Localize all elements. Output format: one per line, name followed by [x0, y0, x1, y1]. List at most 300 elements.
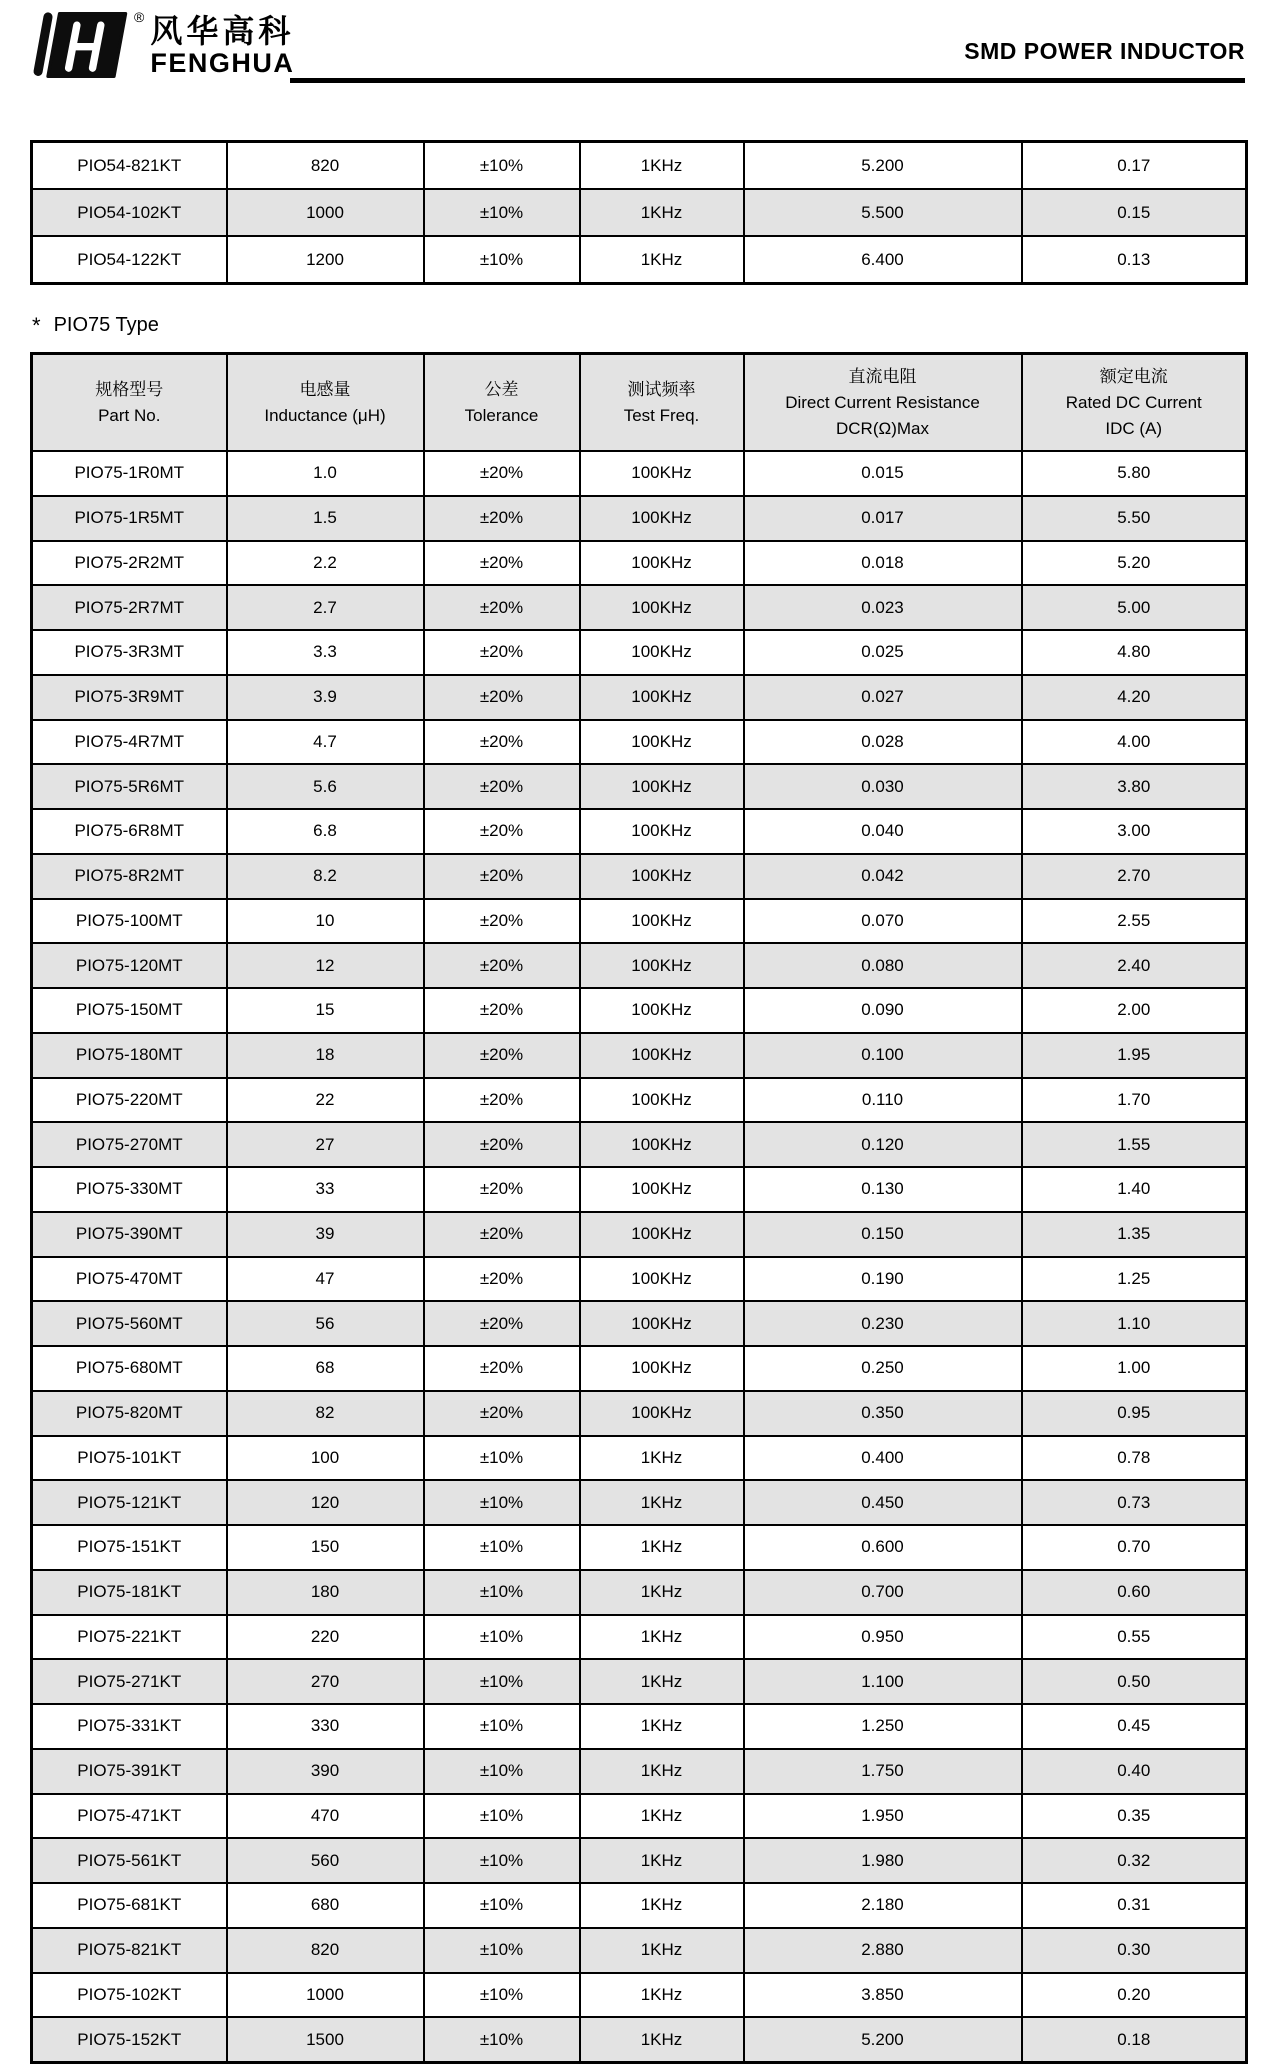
cell-tolerance: ±20% [424, 1078, 580, 1123]
cell-test-freq: 1KHz [580, 1928, 744, 1973]
cell-inductance: 120 [227, 1480, 424, 1525]
cell-idc: 0.35 [1022, 1794, 1247, 1839]
cell-test-freq: 100KHz [580, 541, 744, 586]
col-header-sub: DCR(Ω)Max [836, 418, 929, 438]
cell-part-no: PIO75-470MT [32, 1257, 227, 1302]
cell-test-freq: 1KHz [580, 1838, 744, 1883]
cell-inductance: 5.6 [227, 764, 424, 809]
cell-test-freq: 1KHz [580, 142, 744, 190]
table-row [32, 142, 1247, 190]
col-header-sub: IDC (A) [1105, 418, 1163, 438]
brand-logo [30, 9, 295, 78]
cell-idc: 2.40 [1022, 943, 1247, 988]
table-row [32, 189, 1247, 236]
cell-idc: 0.17 [1022, 142, 1247, 190]
table-row [32, 1212, 1247, 1257]
document-title: SMD POWER INDUCTOR [964, 38, 1245, 64]
cell-dcr: 2.180 [744, 1883, 1022, 1928]
cell-test-freq: 1KHz [580, 1794, 744, 1839]
cell-idc: 1.40 [1022, 1167, 1247, 1212]
cell-dcr: 1.100 [744, 1659, 1022, 1704]
cell-dcr: 0.090 [744, 988, 1022, 1033]
cell-idc: 5.00 [1022, 585, 1247, 630]
cell-inductance: 10 [227, 899, 424, 944]
table-row [32, 541, 1247, 586]
cell-tolerance: ±20% [424, 1257, 580, 1302]
cell-dcr: 2.880 [744, 1928, 1022, 1973]
cell-tolerance: ±10% [424, 1480, 580, 1525]
cell-idc: 1.95 [1022, 1033, 1247, 1078]
cell-dcr: 0.130 [744, 1167, 1022, 1212]
cell-inductance: 270 [227, 1659, 424, 1704]
cell-part-no: PIO75-680MT [32, 1346, 227, 1391]
cell-test-freq: 1KHz [580, 1480, 744, 1525]
cell-test-freq: 1KHz [580, 1436, 744, 1481]
cell-dcr: 5.500 [744, 189, 1022, 236]
cell-inductance: 330 [227, 1704, 424, 1749]
cell-idc: 5.20 [1022, 541, 1247, 586]
cell-test-freq: 100KHz [580, 988, 744, 1033]
cell-inductance: 220 [227, 1615, 424, 1660]
cell-inductance: 560 [227, 1838, 424, 1883]
cell-tolerance: ±10% [424, 1838, 580, 1883]
cell-dcr: 0.250 [744, 1346, 1022, 1391]
cell-part-no: PIO75-271KT [32, 1659, 227, 1704]
cell-idc: 0.55 [1022, 1615, 1247, 1660]
cell-tolerance: ±20% [424, 675, 580, 720]
cell-idc: 0.60 [1022, 1570, 1247, 1615]
cell-dcr: 0.030 [744, 764, 1022, 809]
table-row [32, 496, 1247, 541]
cell-inductance: 3.3 [227, 630, 424, 675]
cell-tolerance: ±10% [424, 1570, 580, 1615]
cell-tolerance: ±20% [424, 496, 580, 541]
cell-test-freq: 100KHz [580, 1078, 744, 1123]
table-row [32, 630, 1247, 675]
cell-dcr: 1.980 [744, 1838, 1022, 1883]
cell-tolerance: ±20% [424, 451, 580, 496]
cell-inductance: 3.9 [227, 675, 424, 720]
table-row [32, 675, 1247, 720]
cell-part-no: PIO54-122KT [32, 236, 227, 284]
cell-inductance: 4.7 [227, 720, 424, 765]
table-row [32, 1525, 1247, 1570]
cell-test-freq: 100KHz [580, 1301, 744, 1346]
cell-dcr: 0.017 [744, 496, 1022, 541]
cell-dcr: 0.040 [744, 809, 1022, 854]
cell-test-freq: 1KHz [580, 1704, 744, 1749]
cell-part-no: PIO75-3R3MT [32, 630, 227, 675]
cell-tolerance: ±20% [424, 1033, 580, 1078]
cell-test-freq: 100KHz [580, 496, 744, 541]
cell-dcr: 5.200 [744, 2017, 1022, 2062]
cell-test-freq: 100KHz [580, 1346, 744, 1391]
cell-tolerance: ±10% [424, 1704, 580, 1749]
cell-part-no: PIO75-181KT [32, 1570, 227, 1615]
cell-inductance: 100 [227, 1436, 424, 1481]
cell-dcr: 0.028 [744, 720, 1022, 765]
table-row [32, 1928, 1247, 1973]
cell-idc: 1.10 [1022, 1301, 1247, 1346]
cell-idc: 0.73 [1022, 1480, 1247, 1525]
cell-dcr: 0.190 [744, 1257, 1022, 1302]
table-row [32, 1301, 1247, 1346]
cell-idc: 0.15 [1022, 189, 1247, 236]
cell-test-freq: 1KHz [580, 1525, 744, 1570]
cell-idc: 4.80 [1022, 630, 1247, 675]
table-row [32, 1838, 1247, 1883]
cell-idc: 2.55 [1022, 899, 1247, 944]
cell-dcr: 0.027 [744, 675, 1022, 720]
cell-part-no: PIO75-3R9MT [32, 675, 227, 720]
cell-tolerance: ±10% [424, 1436, 580, 1481]
cell-tolerance: ±10% [424, 236, 580, 284]
cell-part-no: PIO75-1R0MT [32, 451, 227, 496]
cell-inductance: 820 [227, 142, 424, 190]
cell-inductance: 820 [227, 1928, 424, 1973]
cell-tolerance: ±20% [424, 630, 580, 675]
cell-inductance: 15 [227, 988, 424, 1033]
cell-dcr: 0.950 [744, 1615, 1022, 1660]
table-row [32, 1615, 1247, 1660]
cell-dcr: 0.450 [744, 1480, 1022, 1525]
cell-part-no: PIO75-2R2MT [32, 541, 227, 586]
cell-inductance: 56 [227, 1301, 424, 1346]
cell-test-freq: 100KHz [580, 1033, 744, 1078]
section-heading [32, 314, 159, 337]
registered-trademark: ® [134, 9, 145, 25]
cell-dcr: 0.100 [744, 1033, 1022, 1078]
table-row [32, 988, 1247, 1033]
cell-inductance: 18 [227, 1033, 424, 1078]
cell-test-freq: 1KHz [580, 1570, 744, 1615]
cell-tolerance: ±10% [424, 1794, 580, 1839]
cell-tolerance: ±10% [424, 1525, 580, 1570]
cell-test-freq: 100KHz [580, 1212, 744, 1257]
cell-tolerance: ±10% [424, 1973, 580, 2018]
cell-part-no: PIO75-390MT [32, 1212, 227, 1257]
cell-tolerance: ±20% [424, 1301, 580, 1346]
cell-dcr: 3.850 [744, 1973, 1022, 2018]
cell-dcr: 0.025 [744, 630, 1022, 675]
cell-part-no: PIO75-100MT [32, 899, 227, 944]
cell-dcr: 0.042 [744, 854, 1022, 899]
cell-test-freq: 1KHz [580, 1883, 744, 1928]
col-header-idc [1022, 354, 1247, 452]
cell-part-no: PIO54-102KT [32, 189, 227, 236]
col-header-inductance [227, 354, 424, 452]
table-row [32, 1391, 1247, 1436]
cell-inductance: 1.5 [227, 496, 424, 541]
table-row [32, 720, 1247, 765]
cell-part-no: PIO75-560MT [32, 1301, 227, 1346]
cell-test-freq: 1KHz [580, 1615, 744, 1660]
cell-test-freq: 1KHz [580, 189, 744, 236]
cell-inductance: 27 [227, 1122, 424, 1167]
cell-dcr: 0.015 [744, 451, 1022, 496]
cell-inductance: 2.2 [227, 541, 424, 586]
col-header-cn: 规格型号 [95, 379, 164, 399]
cell-part-no: PIO75-152KT [32, 2017, 227, 2062]
cell-test-freq: 1KHz [580, 1749, 744, 1794]
cell-dcr: 1.250 [744, 1704, 1022, 1749]
table-row [32, 1570, 1247, 1615]
cell-idc: 0.45 [1022, 1704, 1247, 1749]
cell-tolerance: ±10% [424, 1615, 580, 1660]
cell-inductance: 68 [227, 1346, 424, 1391]
cell-part-no: PIO75-120MT [32, 943, 227, 988]
table-row [32, 1122, 1247, 1167]
cell-idc: 0.20 [1022, 1973, 1247, 2018]
cell-part-no: PIO75-2R7MT [32, 585, 227, 630]
cell-inductance: 680 [227, 1883, 424, 1928]
cell-tolerance: ±10% [424, 142, 580, 190]
table-row [32, 236, 1247, 284]
cell-idc: 0.30 [1022, 1928, 1247, 1973]
cell-part-no: PIO75-681KT [32, 1883, 227, 1928]
cell-tolerance: ±10% [424, 1883, 580, 1928]
cell-dcr: 0.350 [744, 1391, 1022, 1436]
table-row [32, 1794, 1247, 1839]
cell-part-no: PIO75-4R7MT [32, 720, 227, 765]
header-divider [290, 78, 1245, 83]
table-row [32, 1883, 1247, 1928]
cell-idc: 0.95 [1022, 1391, 1247, 1436]
brand-name-chinese: 风华高科 [150, 13, 295, 49]
cell-part-no: PIO75-121KT [32, 1480, 227, 1525]
cell-inductance: 1000 [227, 189, 424, 236]
cell-dcr: 0.120 [744, 1122, 1022, 1167]
cell-tolerance: ±20% [424, 1346, 580, 1391]
cell-dcr: 1.950 [744, 1794, 1022, 1839]
cell-idc: 0.31 [1022, 1883, 1247, 1928]
table-row [32, 1480, 1247, 1525]
cell-inductance: 6.8 [227, 809, 424, 854]
cell-idc: 0.70 [1022, 1525, 1247, 1570]
cell-inductance: 150 [227, 1525, 424, 1570]
cell-idc: 5.50 [1022, 496, 1247, 541]
cell-test-freq: 100KHz [580, 720, 744, 765]
cell-idc: 4.00 [1022, 720, 1247, 765]
col-header-dcr [744, 354, 1022, 452]
cell-idc: 3.00 [1022, 809, 1247, 854]
cell-idc: 0.13 [1022, 236, 1247, 284]
cell-part-no: PIO75-821KT [32, 1928, 227, 1973]
col-header-cn: 电感量 [299, 379, 351, 399]
cell-test-freq: 100KHz [580, 630, 744, 675]
col-header-cn: 直流电阻 [848, 366, 917, 386]
col-header-cn: 测试频率 [627, 379, 696, 399]
col-header-cn: 公差 [484, 379, 519, 399]
cell-test-freq: 100KHz [580, 1122, 744, 1167]
table-row [32, 764, 1247, 809]
cell-idc: 0.78 [1022, 1436, 1247, 1481]
cell-part-no: PIO75-6R8MT [32, 809, 227, 854]
header-row [32, 354, 1247, 452]
table-row [32, 1749, 1247, 1794]
pio75-table-body [32, 451, 1247, 2063]
cell-test-freq: 100KHz [580, 1257, 744, 1302]
table-row [32, 1704, 1247, 1749]
cell-inductance: 82 [227, 1391, 424, 1436]
cell-dcr: 5.200 [744, 142, 1022, 190]
col-header-en: Direct Current Resistance [785, 392, 980, 412]
cell-idc: 2.70 [1022, 854, 1247, 899]
table-row [32, 854, 1247, 899]
cell-inductance: 470 [227, 1794, 424, 1839]
cell-dcr: 0.400 [744, 1436, 1022, 1481]
cell-idc: 1.55 [1022, 1122, 1247, 1167]
cell-test-freq: 1KHz [580, 236, 744, 284]
cell-tolerance: ±20% [424, 764, 580, 809]
cell-part-no: PIO75-150MT [32, 988, 227, 1033]
cell-inductance: 47 [227, 1257, 424, 1302]
cell-idc: 3.80 [1022, 764, 1247, 809]
cell-part-no: PIO75-151KT [32, 1525, 227, 1570]
pio54-spec-table [30, 140, 1248, 285]
cell-idc: 1.70 [1022, 1078, 1247, 1123]
table-row [32, 1659, 1247, 1704]
cell-inductance: 1200 [227, 236, 424, 284]
cell-idc: 1.35 [1022, 1212, 1247, 1257]
cell-test-freq: 1KHz [580, 1973, 744, 2018]
cell-tolerance: ±10% [424, 1659, 580, 1704]
cell-tolerance: ±20% [424, 1122, 580, 1167]
col-header-en: Tolerance [464, 405, 539, 425]
cell-dcr: 0.023 [744, 585, 1022, 630]
cell-part-no: PIO75-561KT [32, 1838, 227, 1883]
cell-inductance: 180 [227, 1570, 424, 1615]
cell-tolerance: ±10% [424, 1928, 580, 1973]
cell-idc: 0.32 [1022, 1838, 1247, 1883]
section-bullet: * [32, 312, 41, 338]
section-title: PIO75 Type [53, 314, 159, 336]
cell-test-freq: 100KHz [580, 943, 744, 988]
table-row [32, 899, 1247, 944]
cell-idc: 1.25 [1022, 1257, 1247, 1302]
col-header-en: Part No. [98, 405, 161, 425]
cell-tolerance: ±10% [424, 189, 580, 236]
cell-inductance: 33 [227, 1167, 424, 1212]
cell-tolerance: ±20% [424, 541, 580, 586]
cell-dcr: 0.600 [744, 1525, 1022, 1570]
col-header-tolerance [424, 354, 580, 452]
table-row [32, 2017, 1247, 2062]
cell-part-no: PIO75-221KT [32, 1615, 227, 1660]
cell-part-no: PIO75-1R5MT [32, 496, 227, 541]
cell-part-no: PIO75-330MT [32, 1167, 227, 1212]
cell-test-freq: 100KHz [580, 809, 744, 854]
cell-dcr: 0.070 [744, 899, 1022, 944]
cell-part-no: PIO75-102KT [32, 1973, 227, 2018]
col-header-en: Inductance (μH) [264, 405, 386, 425]
cell-tolerance: ±10% [424, 1749, 580, 1794]
table-row [32, 1078, 1247, 1123]
cell-inductance: 390 [227, 1749, 424, 1794]
cell-part-no: PIO75-220MT [32, 1078, 227, 1123]
cell-part-no: PIO54-821KT [32, 142, 227, 190]
cell-idc: 2.00 [1022, 988, 1247, 1033]
cell-idc: 1.00 [1022, 1346, 1247, 1391]
cell-dcr: 0.230 [744, 1301, 1022, 1346]
cell-idc: 0.50 [1022, 1659, 1247, 1704]
table-row [32, 1436, 1247, 1481]
cell-inductance: 2.7 [227, 585, 424, 630]
cell-tolerance: ±20% [424, 1212, 580, 1257]
cell-part-no: PIO75-8R2MT [32, 854, 227, 899]
cell-test-freq: 100KHz [580, 764, 744, 809]
cell-inductance: 12 [227, 943, 424, 988]
cell-tolerance: ±20% [424, 854, 580, 899]
cell-dcr: 1.750 [744, 1749, 1022, 1794]
cell-test-freq: 100KHz [580, 675, 744, 720]
cell-part-no: PIO75-820MT [32, 1391, 227, 1436]
cell-tolerance: ±20% [424, 585, 580, 630]
cell-inductance: 1.0 [227, 451, 424, 496]
cell-part-no: PIO75-471KT [32, 1794, 227, 1839]
cell-part-no: PIO75-270MT [32, 1122, 227, 1167]
table-row [32, 585, 1247, 630]
fenghua-logo-icon [30, 12, 132, 78]
cell-test-freq: 100KHz [580, 1391, 744, 1436]
cell-test-freq: 100KHz [580, 451, 744, 496]
pio54-table-body [32, 142, 1247, 284]
cell-tolerance: ±20% [424, 809, 580, 854]
cell-dcr: 0.150 [744, 1212, 1022, 1257]
cell-inductance: 1000 [227, 1973, 424, 2018]
cell-inductance: 39 [227, 1212, 424, 1257]
cell-tolerance: ±10% [424, 2017, 580, 2062]
col-header-en: Test Freq. [623, 405, 700, 425]
cell-tolerance: ±20% [424, 720, 580, 765]
cell-idc: 0.18 [1022, 2017, 1247, 2062]
cell-part-no: PIO75-391KT [32, 1749, 227, 1794]
table-row [32, 809, 1247, 854]
cell-dcr: 0.018 [744, 541, 1022, 586]
cell-inductance: 22 [227, 1078, 424, 1123]
cell-test-freq: 100KHz [580, 1167, 744, 1212]
cell-tolerance: ±20% [424, 988, 580, 1033]
cell-dcr: 0.700 [744, 1570, 1022, 1615]
cell-dcr: 6.400 [744, 236, 1022, 284]
cell-idc: 5.80 [1022, 451, 1247, 496]
cell-tolerance: ±20% [424, 899, 580, 944]
cell-part-no: PIO75-5R6MT [32, 764, 227, 809]
cell-idc: 4.20 [1022, 675, 1247, 720]
cell-part-no: PIO75-180MT [32, 1033, 227, 1078]
table-row [32, 1973, 1247, 2018]
cell-part-no: PIO75-101KT [32, 1436, 227, 1481]
col-header-test-freq [580, 354, 744, 452]
cell-test-freq: 100KHz [580, 585, 744, 630]
col-header-cn: 额定电流 [1099, 366, 1168, 386]
pio75-table-header [32, 354, 1247, 452]
table-row [32, 943, 1247, 988]
table-row [32, 451, 1247, 496]
cell-tolerance: ±20% [424, 943, 580, 988]
table-row [32, 1257, 1247, 1302]
cell-dcr: 0.110 [744, 1078, 1022, 1123]
table-row [32, 1033, 1247, 1078]
cell-test-freq: 1KHz [580, 2017, 744, 2062]
cell-test-freq: 100KHz [580, 899, 744, 944]
cell-tolerance: ±20% [424, 1391, 580, 1436]
table-row [32, 1346, 1247, 1391]
cell-inductance: 1500 [227, 2017, 424, 2062]
cell-idc: 0.40 [1022, 1749, 1247, 1794]
col-header-en: Rated DC Current [1065, 392, 1202, 412]
cell-inductance: 8.2 [227, 854, 424, 899]
